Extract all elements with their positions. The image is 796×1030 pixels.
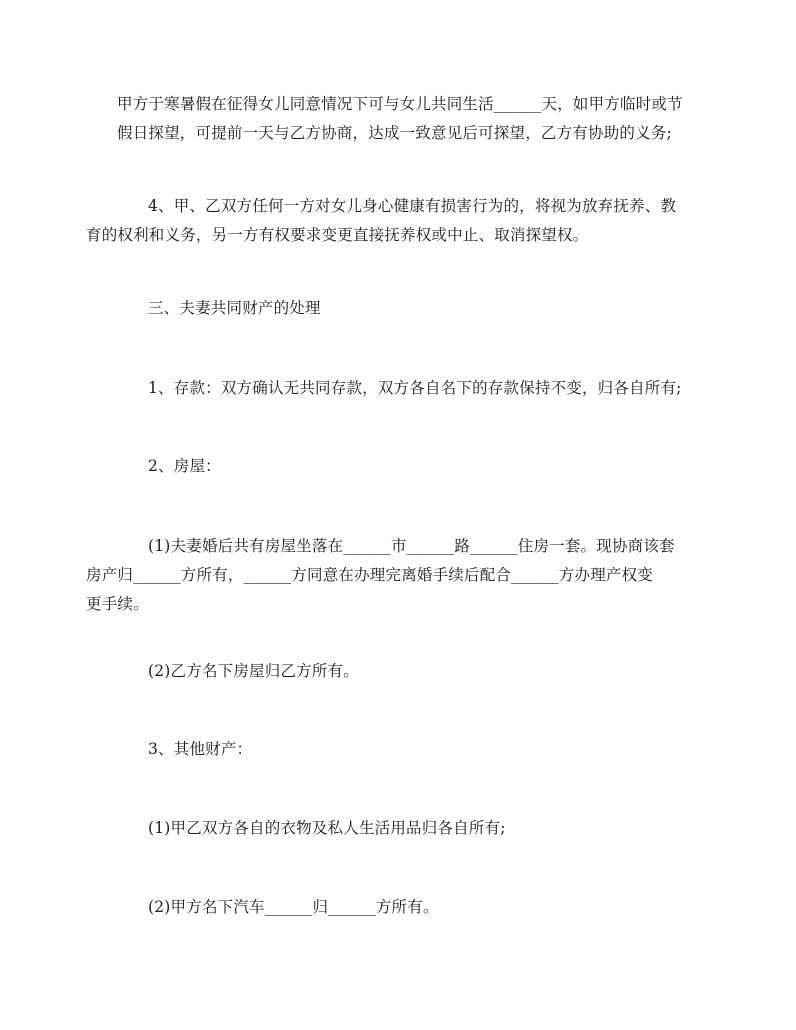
paragraph-other-property-heading <box>117 735 682 764</box>
section-heading-property <box>117 294 682 323</box>
text-line: (1)甲乙双方各自的衣物及私人生活用品归各自所有; <box>148 819 506 837</box>
paragraph-clause-4 <box>86 192 682 250</box>
text-line: 假日探望，可提前一天与乙方协商，达成一致意见后可探望，乙方有协助的义务; <box>117 124 672 142</box>
text-line: 1、存款：双方确认无共同存款，双方各自名下的存款保持不变，归各自所有; <box>148 379 682 397</box>
paragraph-other-property-1 <box>117 814 682 843</box>
text-line: 更手续。 <box>86 595 149 613</box>
paragraph-housing-2 <box>117 657 682 686</box>
text-line: 2、房屋： <box>148 457 221 475</box>
paragraph-other-property-2 <box>117 893 682 922</box>
text-line: 4、甲、乙双方任何一方对女儿身心健康有损害行为的，将视为放弃抚养、教 <box>148 197 677 215</box>
paragraph-housing-1 <box>86 532 682 619</box>
text-line: 育的权利和义务，另一方有权要求变更直接抚养权或中止、取消探望权。 <box>86 226 589 244</box>
paragraph-visitation-holidays <box>117 90 682 148</box>
text-line: (2)乙方名下房屋归乙方所有。 <box>148 662 359 680</box>
text-line: 甲方于寒暑假在征得女儿同意情况下可与女儿共同生活______天，如甲方临时或节 <box>117 95 683 113</box>
paragraph-housing-heading <box>117 452 682 481</box>
text-line: (1)夫妻婚后共有房屋坐落在______市______路______住房一套。现协商该套 <box>148 537 675 555</box>
text-line: (2)甲方名下汽车______归______方所有。 <box>148 898 439 916</box>
text-line: 房产归______方所有，______方同意在办理完离婚手续后配合______方办理产权变 <box>86 566 654 584</box>
paragraph-deposits <box>117 374 682 403</box>
text-line: 3、其他财产： <box>148 740 253 758</box>
text-line: 三、夫妻共同财产的处理 <box>148 299 321 317</box>
